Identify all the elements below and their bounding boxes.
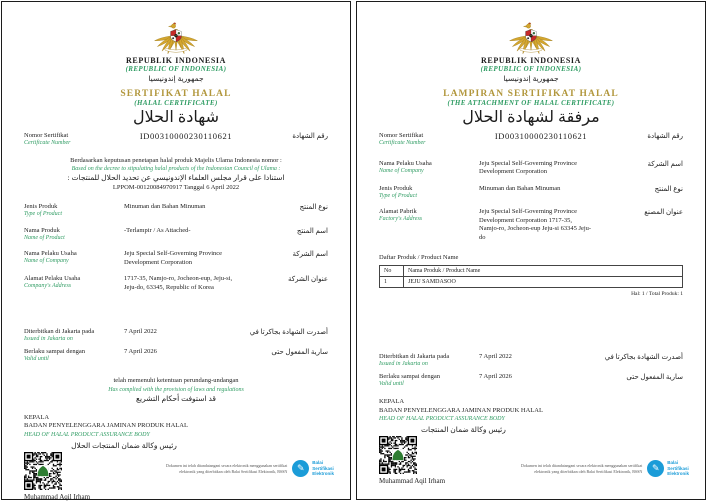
cert-no-label-en: Certificate Number (24, 140, 71, 146)
signature-block (24, 414, 328, 501)
valid-date: 7 April 2026 (124, 347, 157, 355)
country-name: REPUBLIK INDONESIA (126, 56, 226, 65)
row-label-en: Factory's Address (379, 216, 423, 222)
esign-note-line1: Dokumen ini telah ditandatangani secara elektronik menggunakan sertifikat (166, 463, 288, 468)
row-value: -Terlampir / As Attached- (124, 226, 191, 234)
issued-row (379, 353, 683, 369)
certificate-number-row (24, 132, 328, 148)
esign-note-line2: elektronik yang diterbitkan oleh Balai Sertifikasi Elektronik, BSSN (179, 468, 288, 474)
country-name: REPUBLIK INDONESIA (481, 56, 581, 65)
bsre-logo-text: Balai Sertifikasi Elektronik (312, 460, 334, 477)
cert-no-value: ID00310000230110621 (139, 131, 233, 141)
row-label-en: Type of Product (24, 211, 62, 217)
info-row-product-name (24, 227, 328, 243)
product-table (379, 265, 683, 288)
country-name-ar: جمهورية إندونيسيا (148, 74, 204, 83)
compliance-text-en: Has complied with the provision of laws and regulations (108, 386, 244, 393)
valid-row (379, 373, 683, 389)
issued-row (24, 328, 328, 344)
row-label-en: Type of Product (379, 192, 417, 199)
signatory-body-ar: رئيس وكالة ضمان المنتجات الحلال (71, 440, 177, 450)
row-label: Jenis Produk (24, 203, 58, 210)
decree-text-ar: استنادا على قرار مجلس العلماء الإندونيسي عن تحديد الحلال للمنتجات : (67, 173, 285, 182)
attachment-title-ar: مرفقة لشهادة الحلال (462, 109, 600, 126)
cert-no-label: Nomor Sertifikat (379, 132, 424, 139)
signatory-body: BADAN PENYELENGGARA JAMINAN PRODUK HALAL (24, 422, 188, 429)
row-value: Minuman dan Bahan Minuman (479, 184, 561, 192)
product-info-block (24, 203, 328, 292)
certificate-title: SERTIFIKAT HALAL (120, 89, 232, 99)
decree-number: LPPOM-00120084970917 Tanggal 6 April 2022 (112, 184, 240, 191)
row-label: Nama Produk (24, 226, 60, 234)
cert-no-label-ar: رقم الشهادة (292, 132, 328, 140)
attachment-title-en: (THE ATTACHMENT OF HALAL CERTIFICATE) (447, 99, 615, 107)
country-name-en: (REPUBLIC OF INDONESIA) (125, 65, 227, 73)
qr-code (379, 436, 417, 474)
row-value: Jeju Special Self-Governing Province Development Corporation (124, 250, 223, 266)
esign-note-line1: Dokumen ini telah ditandatangani secara elektronik menggunakan sertifikat (521, 463, 643, 468)
valid-date: 7 April 2026 (479, 372, 512, 380)
esign-note (135, 463, 287, 474)
row-label: Nama Pelaku Usaha (24, 250, 77, 257)
valid-label-en: Valid until (379, 380, 404, 387)
col-no: No (380, 266, 404, 277)
row-label-en: Company's Address (24, 283, 72, 289)
signatory-body: BADAN PENYELENGGARA JAMINAN PRODUK HALAL (379, 406, 543, 414)
company-info-block (379, 160, 683, 243)
row-label: Nama Pelaku Usaha (379, 159, 432, 167)
product-table-header (380, 266, 683, 277)
compliance-block (24, 377, 328, 404)
issued-label-en: Issued in Jakarta on (379, 361, 428, 367)
row-label-en: Name of Company (379, 167, 424, 174)
issued-label-en: Issued in Jakarta on (24, 336, 73, 342)
certificate-number-row (379, 132, 683, 148)
decree-text-en: Based on the decree to stipulating halal products of the Indonesian Council of Ulama : (71, 166, 281, 172)
compliance-text-ar: قد استوفت أحكام التشريع (136, 393, 216, 403)
halal-certificate-page (1, 1, 351, 500)
signatory-body-en: HEAD OF HALAL PRODUCT ASSURANCE BODY (379, 416, 505, 422)
row-label-ar: اسم الشركة (647, 159, 683, 168)
attachment-title: LAMPIRAN SERTIFIKAT HALAL (443, 89, 619, 99)
signatory-name: Muhammad Aqil Irham (379, 477, 446, 485)
row-label-en: Name of Product (24, 234, 65, 241)
row-label: Jenis Produk (379, 184, 413, 192)
esign-footer (135, 460, 334, 477)
row-value: Jeju Special Self-Governing Province Development Corporation (479, 159, 578, 175)
esign-note-line2: elektronik yang diterbitkan oleh Balai Sertifikasi Elektronik, BSSN (534, 468, 643, 474)
qr-code (24, 452, 62, 490)
attachment-header (379, 16, 683, 127)
decree-text: Berdasarkan keputusan penetapan halal produk Majelis Ulama Indonesia nomor : (70, 156, 282, 164)
info-row-type (24, 203, 328, 219)
valid-label-ar: سارية المفعول حتى (626, 372, 683, 381)
page-info: Hal: 1 / Total Produk: 1 (631, 291, 683, 297)
country-name-en: (REPUBLIC OF INDONESIA) (480, 65, 582, 73)
valid-label: Berlaku sampai dengan (24, 347, 86, 355)
issued-date: 7 April 2022 (124, 328, 157, 335)
issued-label-ar: أصدرت الشهادة بجاكرتا في (604, 353, 683, 361)
valid-label-en: Valid until (24, 355, 49, 362)
esign-footer (490, 460, 689, 477)
info-row-company (24, 250, 328, 267)
cert-no-value: ID00310000230110621 (494, 131, 588, 141)
row-label: Alamat Pabrik (379, 208, 417, 215)
certificate-title-ar: شهادة الحلال (133, 109, 219, 126)
info-row-factory-address (379, 208, 683, 242)
bsre-logo (647, 460, 689, 477)
product-name: JEJU SAMDASOO (404, 277, 683, 288)
info-row-address (24, 275, 328, 292)
cert-no-label-ar: رقم الشهادة (647, 132, 683, 140)
dates-block (24, 328, 328, 363)
issued-date: 7 April 2022 (479, 353, 512, 360)
row-value: Minuman dan Bahan Minuman (124, 203, 206, 210)
issued-label: Diterbitkan di Jakarta pada (379, 353, 450, 360)
country-name-ar: جمهورية إندونيسيا (503, 74, 559, 83)
halal-certificate-attachment-page (356, 1, 706, 500)
cert-no-label: Nomor Sertifikat (24, 132, 69, 139)
esign-note (490, 463, 642, 474)
pen-icon: ✎ (292, 460, 309, 477)
cert-no-label-en: Certificate Number (379, 140, 426, 146)
row-value: Jeju Special Self-Governing Province Development Corporation 1717-35, Namjo-ro, Jocheon-eup Jeju-si 63345 Jeju-do (479, 208, 592, 241)
issued-label: Diterbitkan di Jakarta pada (24, 328, 95, 335)
pen-icon: ✎ (647, 460, 664, 477)
row-label: Alamat Pelaku Usaha (24, 275, 81, 282)
valid-row (24, 348, 328, 364)
product-row (380, 277, 683, 288)
issued-label-ar: أصدرت الشهادة بجاكرتا في (249, 328, 328, 336)
col-name: Nama Produk / Product Name (404, 266, 683, 277)
bsre-logo (292, 460, 334, 477)
garuda-emblem-icon (506, 16, 556, 54)
signatory-position: KEPALA (24, 413, 50, 421)
valid-label-ar: سارية المفعول حتى (271, 347, 328, 356)
compliance-text: telah memenuhi ketentuan perundang-undangan (113, 377, 239, 384)
signatory-position: KEPALA (379, 398, 405, 405)
signatory-body-ar: رئيس وكالة ضمان المنتجات (421, 425, 506, 434)
row-label-ar: اسم الشركة (292, 250, 328, 258)
row-label-ar: نوع المنتج (299, 203, 328, 211)
info-row-company (379, 160, 683, 177)
dates-block (379, 353, 683, 388)
valid-label: Berlaku sampai dengan (379, 372, 441, 380)
row-label-en: Name of Company (24, 258, 69, 264)
certificate-title-en: (HALAL CERTIFICATE) (134, 99, 218, 107)
decree-block (24, 157, 328, 193)
product-list-title: Daftar Produk / Product Name (379, 254, 459, 261)
signatory-name: Muhammad Aqil Irham (24, 492, 91, 501)
bsre-logo-text: Balai Sertifikasi Elektronik (667, 460, 689, 477)
row-label-ar: عنوان المصنع (644, 208, 683, 216)
product-no: 1 (380, 277, 404, 288)
signatory-body-en: HEAD OF HALAL PRODUCT ASSURANCE BODY (24, 431, 150, 438)
row-label-ar: اسم المنتج (296, 226, 328, 235)
certificate-header (24, 16, 328, 127)
garuda-emblem-icon (151, 16, 201, 54)
info-row-type (379, 185, 683, 201)
row-label-ar: نوع المنتج (654, 184, 683, 193)
row-label-ar: عنوان الشركة (287, 275, 328, 283)
row-value: 1717-35, Namjo-ro, Jocheon-eup, Jeju-si, Jeju-do, 63345, Republic of Korea (124, 275, 233, 291)
